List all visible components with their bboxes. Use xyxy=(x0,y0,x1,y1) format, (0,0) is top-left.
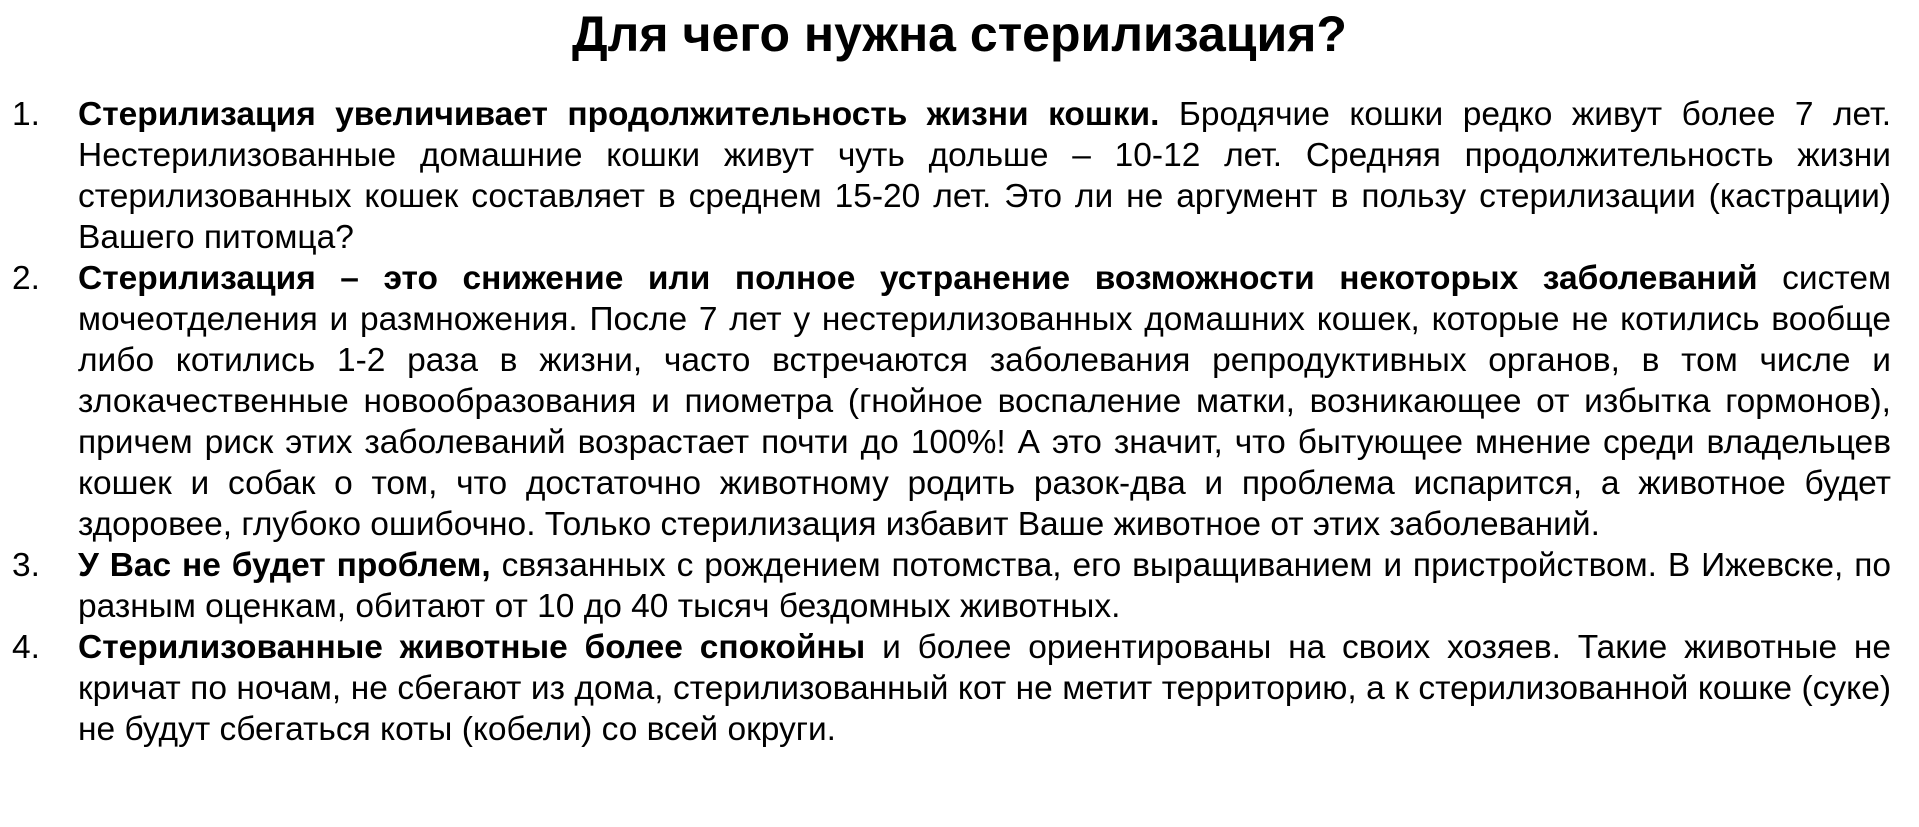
list-item-text: связанных с рождением потомства, его выращиванием и пристройством. В Ижевске, по разным оценкам, обитают от 10 до 40 тысяч бездомных животных. xyxy=(78,547,1891,625)
list-item-text: Бродячие кошки редко живут более 7 лет. Нестерилизованные домашние кошки живут чуть дольше – 10-12 лет. Средняя продолжительность жизни стерилизованных кошек составляет в среднем 15-20 лет. Это ли не аргумент в пользу стерилизации (кастрации) Вашего питомца? xyxy=(78,96,1891,256)
list-item-number: 3. xyxy=(12,547,40,584)
list-item-3 xyxy=(0,545,1919,627)
list-item-1 xyxy=(0,94,1919,258)
list-item-text: и более ориентированы на своих хозяев. Такие животные не кричат по ночам, не сбегают из дома, стерилизованный кот не метит территорию, а к стерилизованной кошке (суке) не будут сбегаться коты (кобели) со всей округи. xyxy=(78,629,1891,748)
list-item-bold-lead: Стерилизация – это снижение или полное устранение возможности некоторых заболеваний xyxy=(78,260,1758,297)
sterilization-reasons-list xyxy=(0,94,1919,750)
page-title: Для чего нужна стерилизация? xyxy=(572,6,1347,62)
list-item-bold-lead: У Вас не будет проблем, xyxy=(78,547,491,584)
list-item-text: систем мочеотделения и размножения. После 7 лет у нестерилизованных домашних кошек, которые не котились вообще либо котились 1-2 раза в жизни, часто встречаются заболевания репродуктивных органов, в том числе и злокачественные новообразования и пиометра (гнойное воспаление матки, возникающее от избытка гормонов), причем риск этих заболеваний возрастает почти до 100%! А это значит, что бытующее мнение среди владельцев кошек и собак о том, что достаточно животному родить разок-два и проблема испарится, а животное будет здоровее, глубоко ошибочно. Только стерилизация избавит Ваше животное от этих заболеваний. xyxy=(78,260,1891,543)
list-item-bold-lead: Стерилизованные животные более спокойны xyxy=(78,629,866,666)
list-item-2 xyxy=(0,258,1919,545)
list-item-bold-lead: Стерилизация увеличивает продолжительность жизни кошки. xyxy=(78,96,1160,133)
list-item-number: 4. xyxy=(12,629,40,666)
list-item-number: 2. xyxy=(12,260,40,297)
list-item-4 xyxy=(0,627,1919,750)
list-item-number: 1. xyxy=(12,96,40,133)
